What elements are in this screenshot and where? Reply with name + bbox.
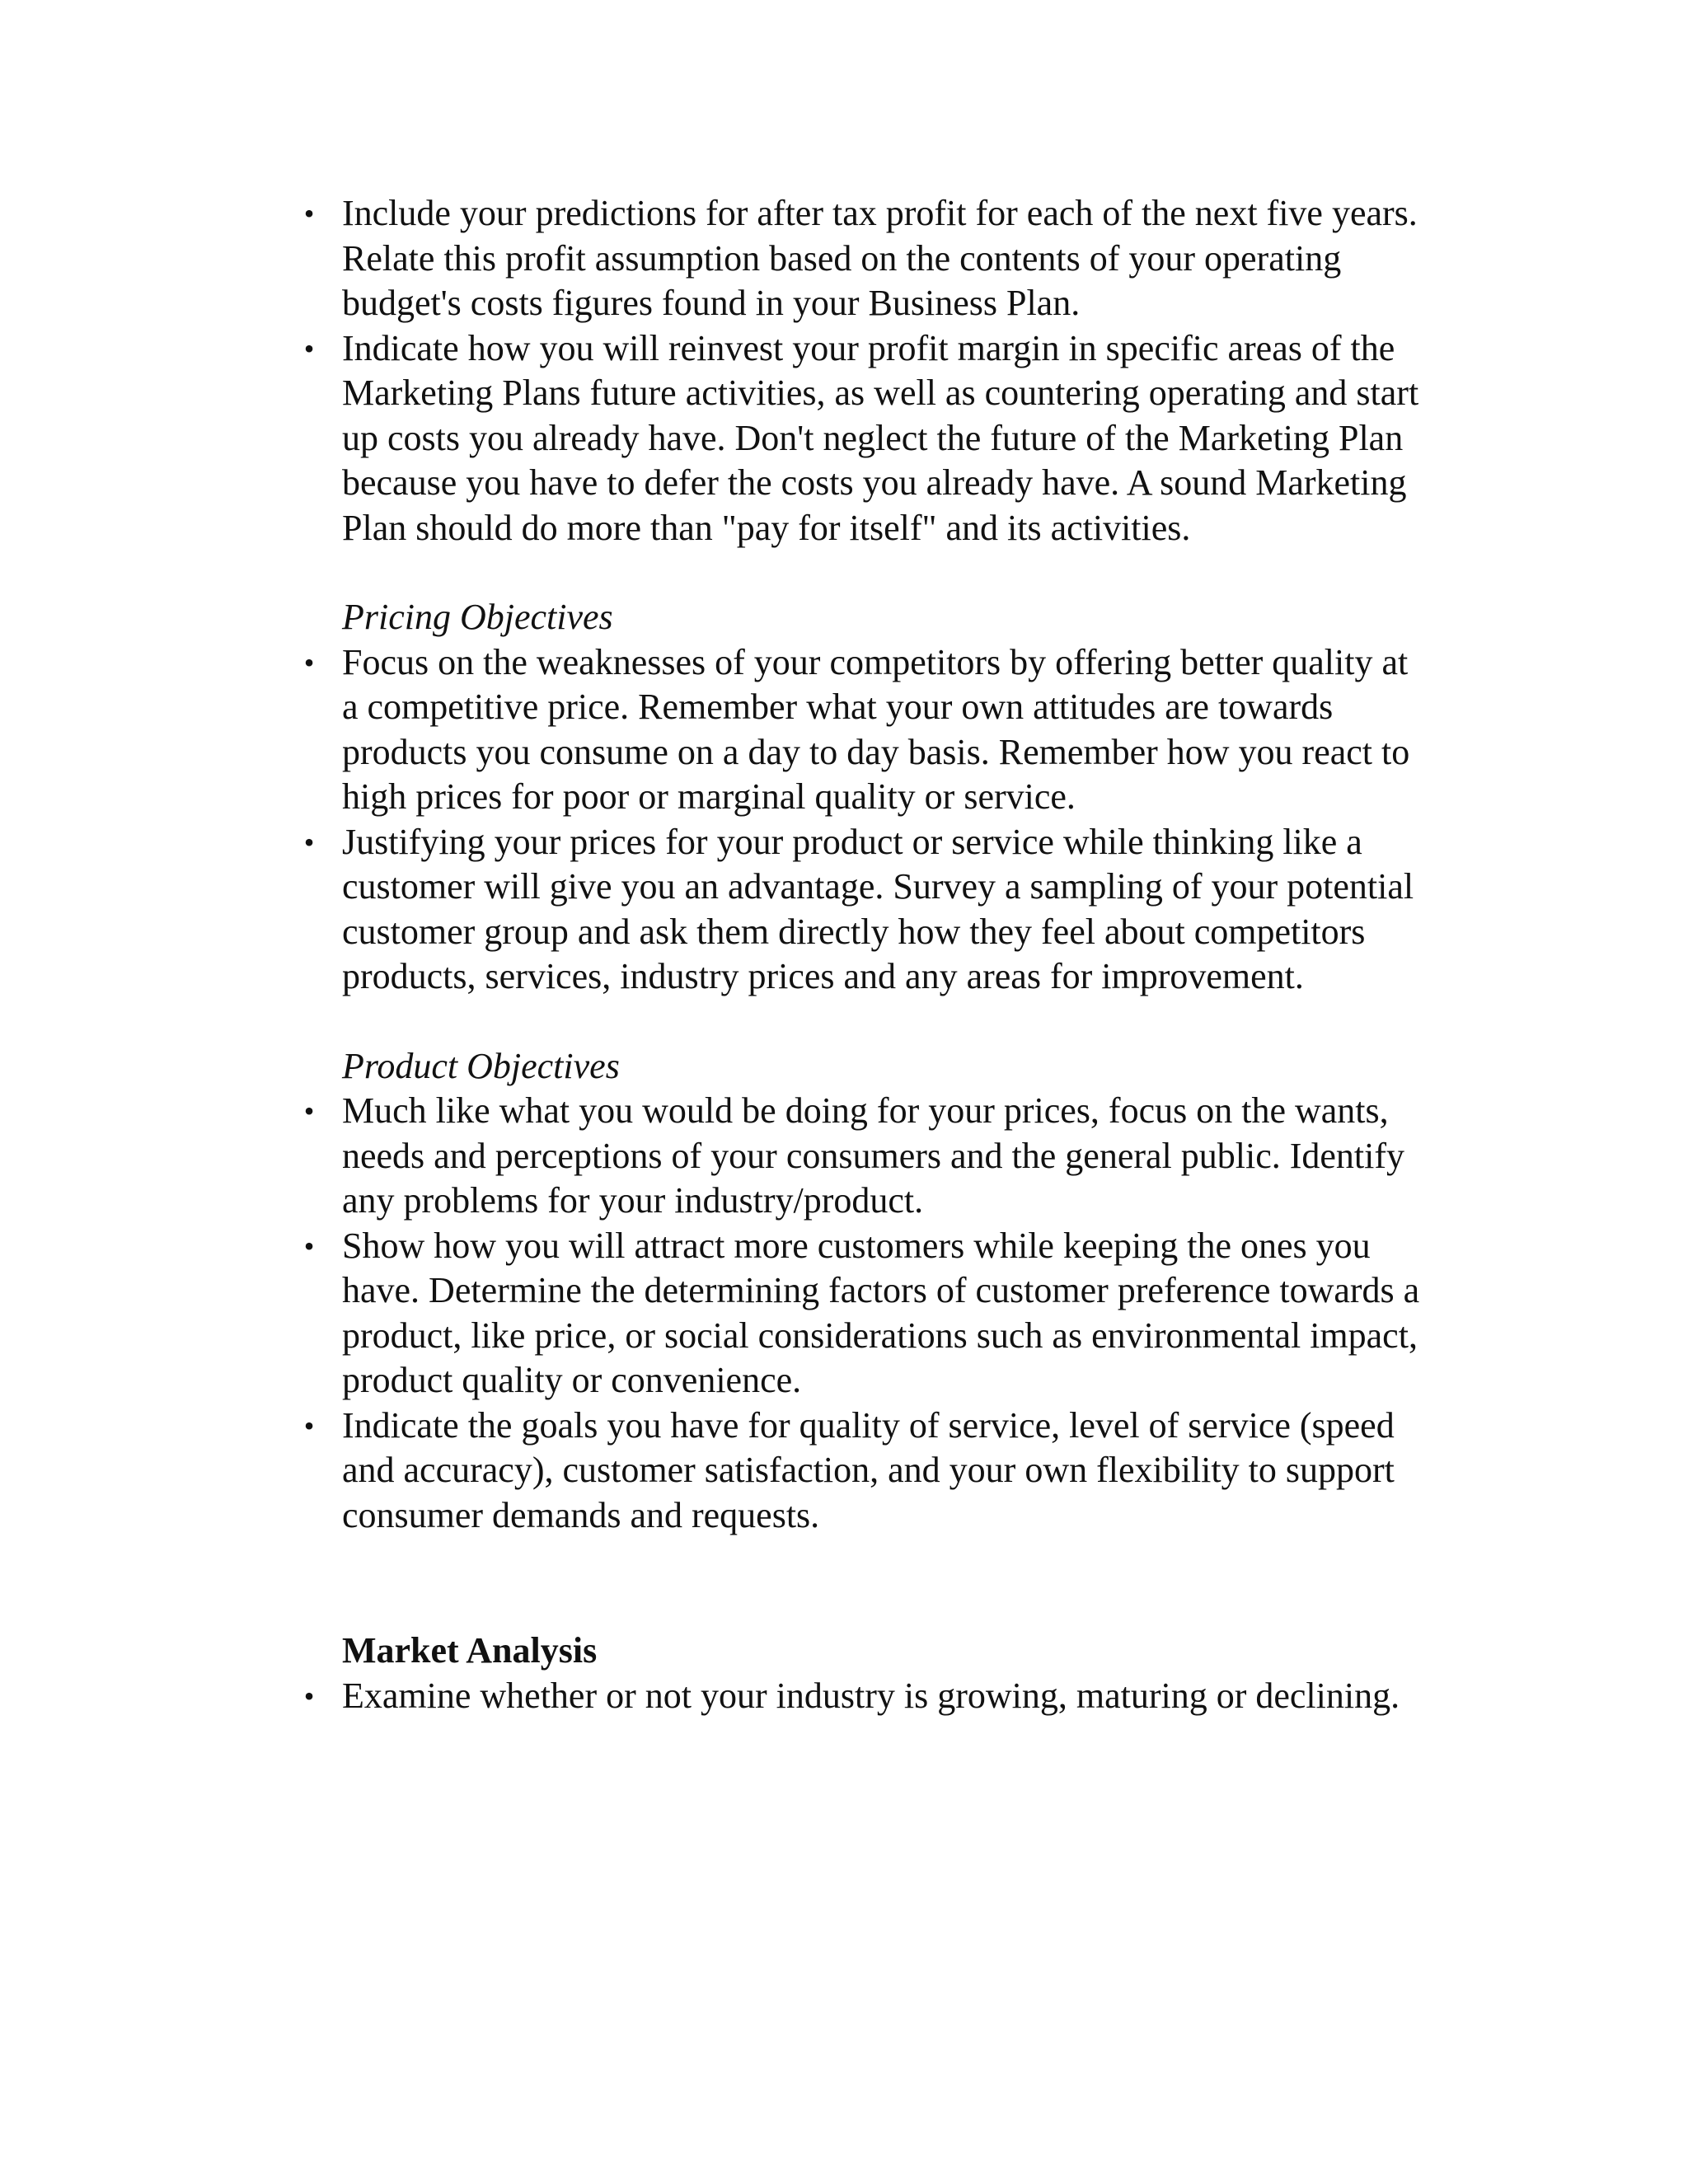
bullet-icon: •	[303, 825, 315, 859]
spacer	[342, 551, 1430, 595]
list-item	[303, 820, 1430, 1000]
list-item-text: Indicate how you will reinvest your profit margin in specific areas of the Marketing Plans future activities, as well as countering operating and start up costs you already have. Don't neglect the future of the Marketing Plan because you have to defer the costs you already have. A sound Marketing Plan should do more than "pay for itself" and its activities.	[342, 327, 1419, 548]
product-objectives-heading: Product Objectives	[342, 1045, 620, 1086]
spacer	[342, 1000, 1430, 1044]
bullet-icon: •	[303, 197, 315, 230]
list-item	[303, 191, 1430, 326]
list-item	[303, 1674, 1430, 1719]
product-bullet-list	[303, 1089, 1430, 1538]
pricing-bullet-list	[303, 640, 1430, 1000]
pricing-objectives-heading: Pricing Objectives	[342, 597, 613, 637]
list-item-text: Justifying your prices for your product or service while thinking like a customer will give you an advantage. Survey a sampling of your potential customer group and ask them directly how they feel about competitors products, services, industry prices and any areas for improvement.	[342, 821, 1414, 996]
profit-bullet-list	[303, 191, 1430, 551]
bullet-icon: •	[303, 1679, 315, 1713]
bullet-icon: •	[303, 331, 315, 365]
list-item-text: Indicate the goals you have for quality of service, level of service (speed and accuracy), customer satisfaction, and your own flexibility to support consumer demands and requests.	[342, 1404, 1395, 1535]
bullet-icon: •	[303, 1094, 315, 1127]
list-item	[303, 1224, 1430, 1404]
market-analysis-heading: Market Analysis	[342, 1630, 598, 1671]
bullet-icon: •	[303, 645, 315, 679]
list-item	[303, 326, 1430, 551]
list-item-text: Examine whether or not your industry is growing, maturing or declining.	[342, 1675, 1400, 1716]
bullet-icon: •	[303, 1229, 315, 1263]
list-item-text: Show how you will attract more customers while keeping the ones you have. Determine the determining factors of customer preference towards a product, like price, or social considerations such as environmental impact, product quality or convenience.	[342, 1225, 1420, 1400]
list-item-text: Include your predictions for after tax profit for each of the next five years. Relate this profit assumption based on the contents of your operating budget's costs figures found in your Business Plan.	[342, 193, 1418, 323]
market-bullet-list	[303, 1674, 1430, 1719]
document-content	[303, 191, 1430, 1718]
list-item	[303, 1089, 1430, 1224]
list-item-text: Much like what you would be doing for your prices, focus on the wants, needs and perceptions of your consumers and the general public. Identify any problems for your industry/product.	[342, 1090, 1405, 1221]
list-item	[303, 640, 1430, 820]
list-item-text: Focus on the weaknesses of your competitors by offering better quality at a competitive price. Remember what your own attitudes are towards products you consume on a day to day basis. Remember how you react to high prices for poor or marginal quality or service.	[342, 641, 1410, 817]
bullet-icon: •	[303, 1408, 315, 1442]
list-item	[303, 1404, 1430, 1539]
spacer	[342, 1538, 1430, 1629]
